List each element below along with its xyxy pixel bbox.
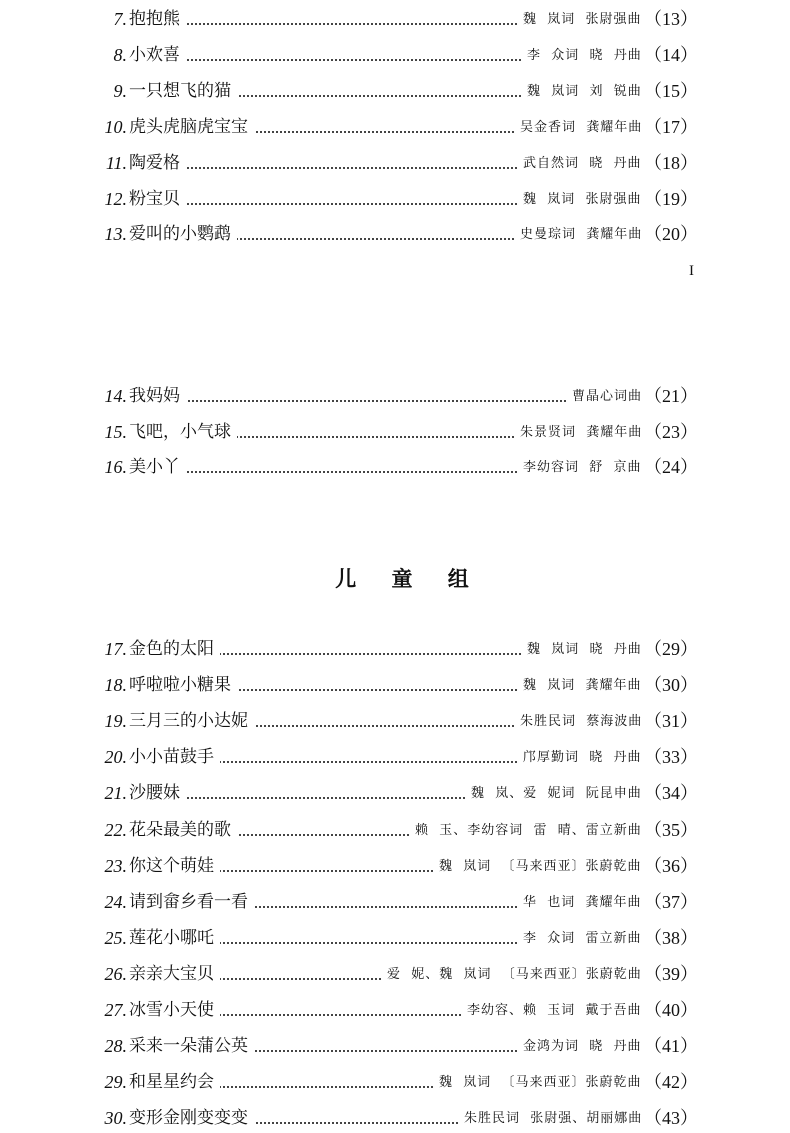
entry-number: 18. (104, 675, 127, 695)
dot-leader (140, 797, 465, 799)
entry-title: 小小苗鼓手 (129, 744, 220, 770)
entry-number: 9. (113, 81, 127, 101)
entry-credits: 武自然词 晓 丹曲 (517, 152, 642, 176)
entry-title: 飞吧，小气球 (129, 419, 237, 445)
toc-entry (0, 959, 790, 989)
entry-title: 小欢喜 (129, 42, 186, 68)
entry-title: 冰雪小天使 (129, 997, 220, 1023)
toc-entry (0, 706, 790, 736)
entry-title: 变形金刚变变变 (129, 1105, 254, 1131)
entry-credits: 吴金香词 龚耀年曲 (514, 116, 642, 140)
entry-credits: 赖 玉、李幼容词 雷 晴、雷立新曲 (409, 819, 642, 843)
dot-leader (140, 203, 517, 205)
entry-title: 亲亲大宝贝 (129, 961, 220, 987)
toc-entry (0, 417, 790, 447)
entry-title: 一只想飞的猫 (129, 78, 237, 104)
entry-credits: 朱胜民词 蔡海波曲 (514, 710, 642, 734)
entry-credits: 史曼琮词 龚耀年曲 (514, 223, 642, 247)
entry-title: 呼啦啦小糖果 (129, 672, 237, 698)
entry-page-number: （13） (644, 9, 698, 29)
entry-number: 21. (104, 783, 127, 803)
toc-entry (0, 887, 790, 917)
entry-page-number: （30） (644, 675, 698, 695)
entry-number: 11. (105, 153, 127, 173)
entry-credits: 魏 岚词 刘 锐曲 (521, 80, 642, 104)
entry-page-number: （17） (644, 117, 698, 137)
section-title: 儿 童 组 (335, 567, 483, 591)
entry-page-number: （38） (644, 928, 698, 948)
entry-page-number: （20） (644, 224, 698, 244)
toc-entry (0, 184, 790, 214)
entry-title: 和星星约会 (129, 1069, 220, 1095)
toc-entry (0, 1031, 790, 1061)
toc-entry (0, 670, 790, 700)
toc-entry (0, 742, 790, 772)
entry-number: 24. (104, 892, 127, 912)
entry-credits: 李幼容词 舒 京曲 (517, 456, 642, 480)
entry-title: 美小丫 (129, 454, 186, 480)
entry-number: 7. (113, 9, 127, 29)
entry-credits: 魏 岚词 〔马来西亚〕张蔚乾曲 (433, 855, 642, 879)
page-marker: I (689, 263, 694, 279)
toc-entry (0, 76, 790, 106)
entry-number: 17. (104, 639, 127, 659)
toc-entry (0, 634, 790, 664)
entry-credits: 李 众词 雷立新曲 (517, 927, 642, 951)
entry-title: 粉宝贝 (129, 186, 186, 212)
entry-number: 25. (104, 928, 127, 948)
entry-page-number: （36） (644, 856, 698, 876)
entry-page-number: （33） (644, 747, 698, 767)
toc-entry (0, 4, 790, 34)
entry-number: 28. (104, 1036, 127, 1056)
entry-title: 你这个萌娃 (129, 853, 220, 879)
entry-title: 三月三的小达妮 (129, 708, 254, 734)
entry-title: 陶爱格 (129, 150, 186, 176)
entry-number: 22. (104, 820, 127, 840)
toc-entry (0, 381, 790, 411)
entry-number: 16. (104, 457, 127, 477)
entry-number: 26. (104, 964, 127, 984)
entry-number: 15. (104, 422, 127, 442)
entry-page-number: （21） (644, 386, 698, 406)
entry-credits: 李幼容、赖 玉词 戴于吾曲 (461, 999, 642, 1023)
toc-entry (0, 995, 790, 1025)
entry-credits: 魏 岚词 晓 丹曲 (521, 638, 642, 662)
toc-entry (0, 851, 790, 881)
toc-entry (0, 148, 790, 178)
entry-page-number: （42） (644, 1072, 698, 1092)
entry-page-number: （29） (644, 639, 698, 659)
entry-number: 27. (104, 1000, 127, 1020)
entry-page-number: （37） (644, 892, 698, 912)
dot-leader (140, 59, 521, 61)
toc-entry (0, 1067, 790, 1097)
entry-number: 8. (113, 45, 127, 65)
entry-number: 10. (104, 117, 127, 137)
entry-page-number: （24） (644, 457, 698, 477)
toc-entry (0, 1103, 790, 1133)
entry-title: 花朵最美的歌 (129, 817, 237, 843)
entry-title: 莲花小哪吒 (129, 925, 220, 951)
entry-title: 虎头虎脑虎宝宝 (129, 114, 254, 140)
entry-title: 我妈妈 (129, 383, 186, 409)
entry-credits: 李 众词 晓 丹曲 (521, 44, 642, 68)
entry-title: 爱叫的小鹦鹉 (129, 221, 237, 247)
entry-credits: 魏 岚词 张尉强曲 (517, 188, 642, 212)
entry-title: 金色的太阳 (129, 636, 220, 662)
entry-credits: 魏 岚词 张尉强曲 (517, 8, 642, 32)
entry-page-number: （34） (644, 783, 698, 803)
entry-title: 沙腰妹 (129, 780, 186, 806)
entry-title: 采来一朵蒲公英 (129, 1033, 254, 1059)
dot-leader (140, 23, 517, 25)
entry-page-number: （23） (644, 422, 698, 442)
toc-entry (0, 40, 790, 70)
entry-page-number: （18） (644, 153, 698, 173)
entry-page-number: （41） (644, 1036, 698, 1056)
entry-title: 请到畲乡看一看 (129, 889, 254, 915)
entry-page-number: （31） (644, 711, 698, 731)
entry-number: 14. (104, 386, 127, 406)
entry-page-number: （35） (644, 820, 698, 840)
dot-leader (140, 167, 517, 169)
entry-credits: 魏 岚词 龚耀年曲 (517, 674, 642, 698)
entry-number: 23. (104, 856, 127, 876)
dot-leader (140, 471, 517, 473)
entry-credits: 邝厚勤词 晓 丹曲 (517, 746, 642, 770)
entry-credits: 华 也词 龚耀年曲 (517, 891, 642, 915)
toc-entry (0, 452, 790, 482)
entry-number: 19. (104, 711, 127, 731)
entry-page-number: （14） (644, 45, 698, 65)
entry-credits: 爱 妮、魏 岚词 〔马来西亚〕张蔚乾曲 (381, 963, 642, 987)
entry-credits: 曹晶心词曲 (566, 385, 642, 409)
toc-entry (0, 778, 790, 808)
entry-page-number: （39） (644, 964, 698, 984)
dot-leader (140, 400, 566, 402)
entry-page-number: （40） (644, 1000, 698, 1020)
toc-entry (0, 923, 790, 953)
entry-number: 29. (104, 1072, 127, 1092)
entry-page-number: （15） (644, 81, 698, 101)
entry-number: 20. (104, 747, 127, 767)
entry-number: 30. (104, 1108, 127, 1128)
entry-credits: 魏 岚词 〔马来西亚〕张蔚乾曲 (433, 1071, 642, 1095)
entry-number: 13. (104, 224, 127, 244)
entry-credits: 朱胜民词 张尉强、胡丽娜曲 (458, 1107, 642, 1131)
entry-number: 12. (104, 189, 127, 209)
entry-credits: 朱景贤词 龚耀年曲 (514, 421, 642, 445)
entry-page-number: （19） (644, 189, 698, 209)
toc-entry (0, 219, 790, 249)
toc-entry (0, 815, 790, 845)
entry-credits: 金鸿为词 晓 丹曲 (517, 1035, 642, 1059)
entry-page-number: （43） (644, 1108, 698, 1128)
toc-entry (0, 112, 790, 142)
entry-title: 抱抱熊 (129, 6, 186, 32)
entry-credits: 魏 岚、爱 妮词 阮昆申曲 (465, 782, 642, 806)
